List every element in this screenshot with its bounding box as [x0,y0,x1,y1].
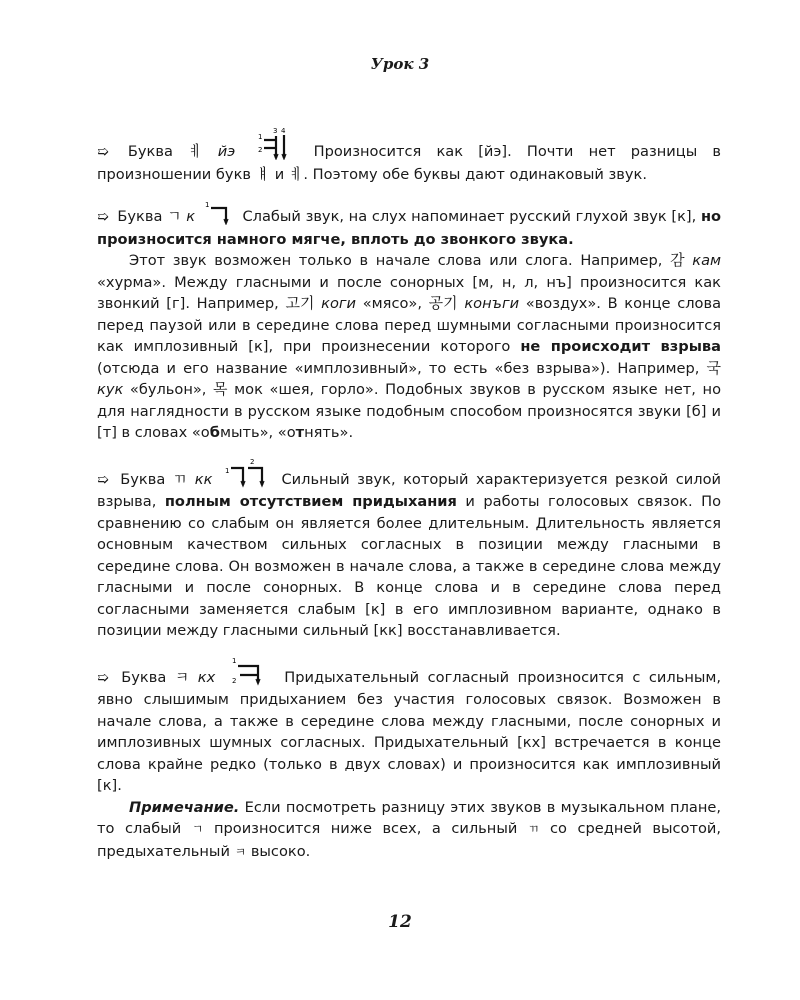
page-body [97,126,721,863]
stroke-number: 4 [281,127,286,135]
page-header: Урок 3 [370,55,430,73]
pointer-arrow-icon: ➯ [97,144,109,160]
paragraph-letter-g: ➯ Буква ㄱ к 1 Слабый звук, на слух напоминает русский глухой звук [к], но произносится намного мягче, вплоть до звонкого звука. [97,201,722,248]
stroke-number: 2 [231,676,237,685]
stroke-number: 1 [258,133,263,141]
pointer-arrow-icon: ➯ [97,209,109,225]
pointer-arrow-icon: ➯ [97,471,109,488]
korean-letter: ㅋ [174,667,190,686]
stroke-order-icon [224,458,270,488]
romanization: йэ [217,143,236,160]
romanization: к [186,208,196,225]
korean-letter: ㅖ [188,142,203,160]
page-number: 12 [388,912,412,932]
stroke-number: 1 [204,201,210,209]
paragraph-g-explanation: Этот звук возможен только в начале слова или слога. Например, 감 кам «хурма». Между гласными и после сонорных [м, н, л, нъ] произносится как звонкий [г]. Например, 고기 коги «мясо», 공기 конъги «воздух». В конце слова перед паузой или в середине слова перед шумными согласными произносится как имплозивный [к], при произнесении которого не происходит взрыва (отсюда и его название «имплозивный», то есть «без взрыва»). Например, 국 кук «бульон», 목 мок «шея, горло». Подобных звуков в русском языке нет, но для наглядности в русском языке подобным способом произносятся звуки [б] и [т] в словах «обмыть», «отнять». [97,251,722,441]
stroke-order-icon [204,199,234,225]
stroke-order-icon [254,126,294,160]
paragraph-letter-ye: ➯ Буква ㅖ йэ 1 2 3 4 Произносится как [йэ]. Почти нет разницы в произношении букв ㅒ и ㅖ. Поэтому обе буквы дают одинаковый звук. [97,127,721,183]
stroke-number: 3 [273,127,278,135]
korean-letter: ㄲ [172,469,188,488]
stroke-number: 2 [249,457,255,466]
paragraph-letter-kk: ➯ Буква ㄲ кк 1 2 Сильный звук, который характеризуется резкой силой взрыва, полным отсутствием придыхания и работы голосовых связок. По сравнению со слабым он является более длительным. Длительность является основным качеством сильных согласных в позиции между гласными в середине слова. Он возможен в начале слова, а также в середине слова между гласными и после сонорных. В конце слова и в середине слова перед согласными заменяется слабым [к] в его имплозивном варианте, однако в позиции между гласными сильный [кк] восстанавливается. [97,457,722,639]
stroke-number: 1 [224,466,230,475]
paragraph-letter-kh: ➯ Буква ㅋ кх 1 2 Придыхательный согласный произносится с сильным, явно слышимым придыханием без участия голосовых связок. Возможен в начале слова, а также в середине слова между гласными, после сонорных и имплозивных шумных согласных. Придыхательный [кх] встречается в конце слова крайне редко (только в двух словах) и произносится как имплозивный [к]. [97,656,722,794]
pointer-arrow-icon: ➯ [97,669,109,686]
note-label: Примечание. [129,798,240,816]
romanization: кх [197,668,216,686]
romanization: кк [194,470,213,488]
stroke-number: 2 [258,146,263,154]
stroke-number: 1 [231,656,237,665]
paragraph-note: Примечание. Если посмотреть разницу этих звуков в музыкальном плане, то слабый ㄱ произносится ниже всех, а сильный ㄲ со средней высотой, предыхательный ㅋ высоко. [97,798,722,860]
stroke-order-icon [228,656,272,686]
korean-letter: ㄱ [167,207,182,225]
